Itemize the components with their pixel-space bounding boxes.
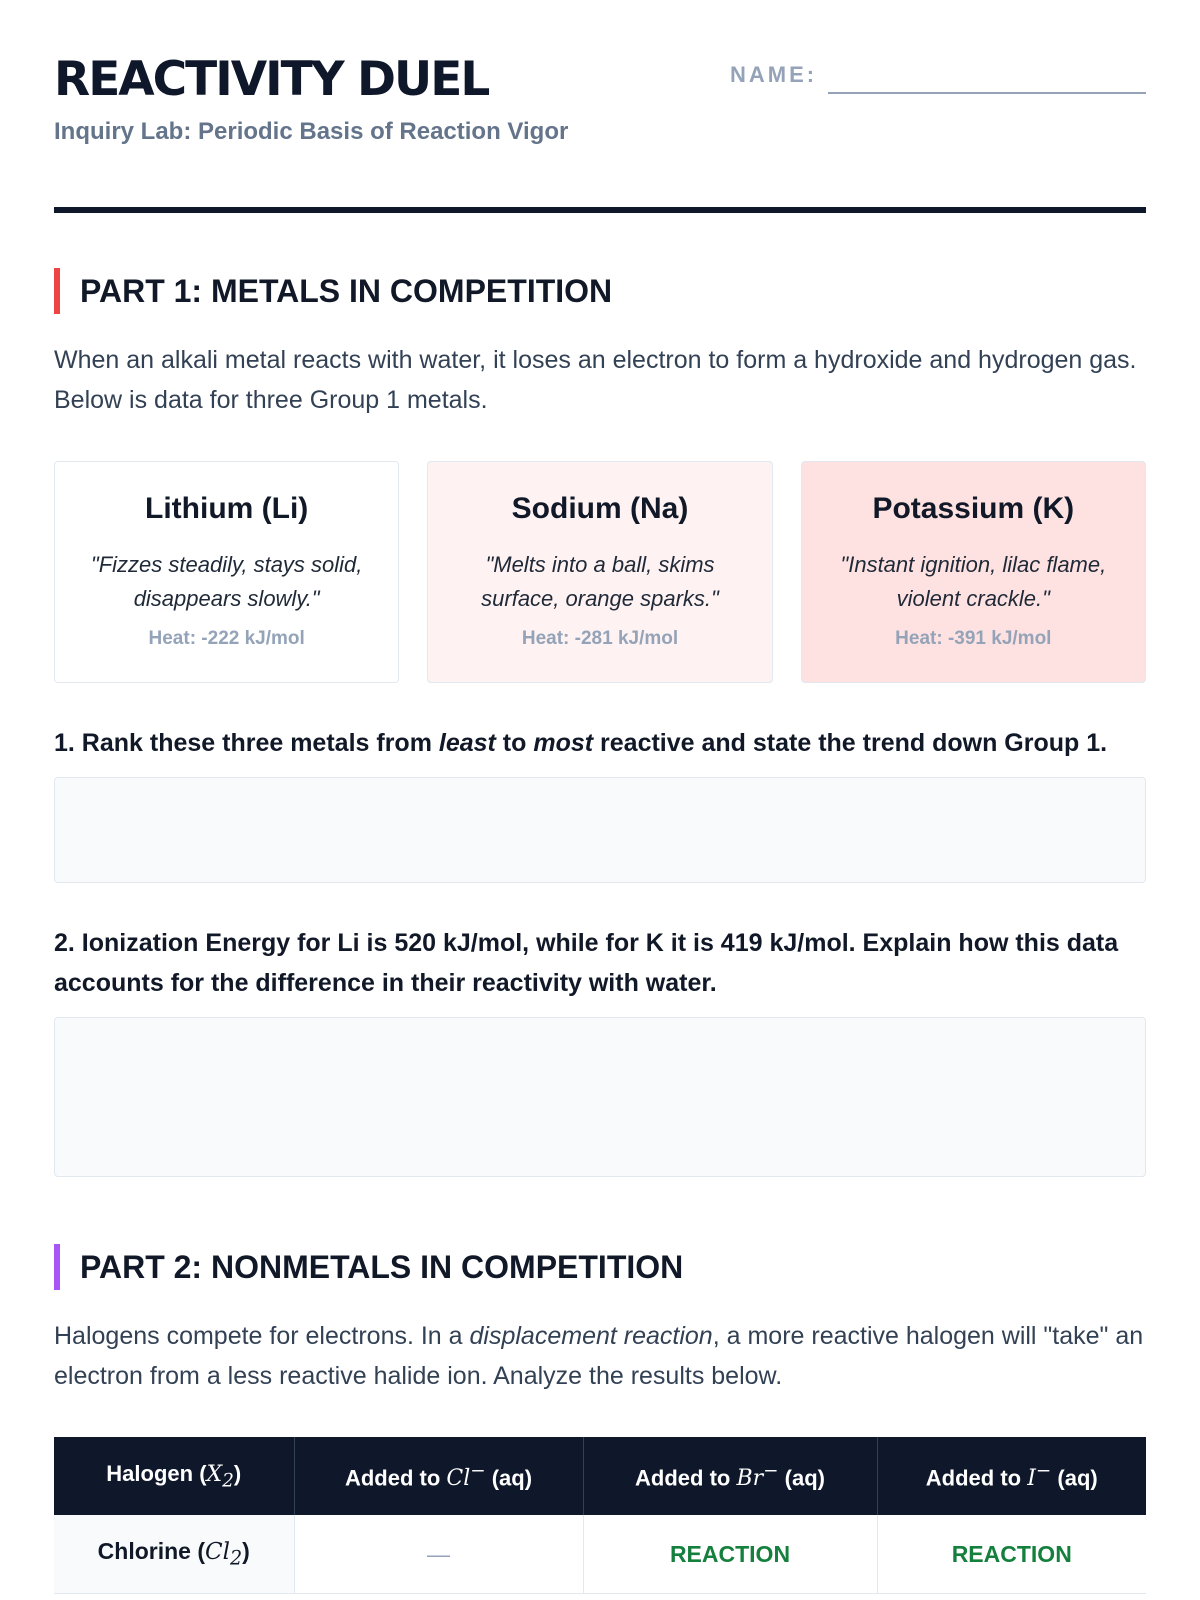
part1-accent-bar xyxy=(54,268,60,314)
metal-card-name: Lithium (Li) xyxy=(145,492,309,525)
header-added-to-bromide: Added to Br− (aq) xyxy=(583,1437,877,1515)
worksheet-header xyxy=(54,0,1146,210)
name-label: NAME: xyxy=(730,62,818,87)
question-1-emphasis-most: most xyxy=(533,729,594,757)
metal-cards xyxy=(54,461,1146,683)
page-title: REACTIVITY DUEL xyxy=(54,52,489,107)
part1-title: PART 1: METALS IN COMPETITION xyxy=(80,272,613,309)
question-1-text-a: 1. Rank these three metals from xyxy=(54,729,439,757)
header-halogen: Halogen $(X_2)$ xyxy=(54,1437,294,1515)
metal-card-observation: "Fizzes steadily, stays solid, disappears slowly." xyxy=(90,552,363,611)
part2-heading xyxy=(54,1244,683,1290)
metal-card-name: Sodium (Na) xyxy=(511,492,689,525)
part2-intro-text-b: , a more reactive halogen will "take" an electron from a less reactive halide ion. Analyze the results below. xyxy=(54,1322,1144,1390)
metal-card-sodium xyxy=(427,461,772,683)
part2-intro-text-a: Halogens compete for electrons. In a xyxy=(54,1322,470,1350)
answer-box-1[interactable] xyxy=(54,777,1146,883)
name-input-line[interactable] xyxy=(828,92,1146,94)
part2-intro xyxy=(54,1316,1146,1396)
part2-intro-emphasis: displacement reaction xyxy=(469,1322,713,1350)
header-divider xyxy=(54,207,1146,213)
part2-title: PART 2: NONMETALS IN COMPETITION xyxy=(80,1248,684,1285)
part1-intro: When an alkali metal reacts with water, it loses an electron to form a hydroxide and hydrogen gas. Below is data for three Group 1 metals. xyxy=(54,346,1137,414)
page-subtitle: Inquiry Lab: Periodic Basis of Reaction Vigor xyxy=(54,118,569,145)
metal-card-heat: Heat: -281 kJ/mol xyxy=(521,628,679,649)
cell-chlorine-bromide: REACTION xyxy=(583,1515,877,1594)
metal-card-heat: Heat: -222 kJ/mol xyxy=(148,628,305,649)
question-1-emphasis-least: least xyxy=(438,729,496,757)
row-halogen-chlorine: Chlorine $(Cl_2)$ xyxy=(54,1515,294,1594)
cell-chlorine-chloride: — xyxy=(294,1515,583,1594)
question-1-text-c: reactive and state the trend down Group 1. xyxy=(593,729,1108,757)
metal-card-lithium xyxy=(54,461,399,683)
metal-card-name: Potassium (K) xyxy=(872,492,1075,525)
part2-accent-bar xyxy=(54,1244,60,1290)
question-1-text-b: to xyxy=(495,729,534,757)
halogen-displacement-table xyxy=(54,1437,1146,1594)
question-2: 2. Ionization Energy for Li is 520 kJ/mol, while for K it is 419 kJ/mol. Explain how this data accounts for the difference in their reactivity with water. xyxy=(54,929,1119,997)
header-added-to-iodide: Added to I− (aq) xyxy=(877,1437,1146,1515)
cell-chlorine-iodide: REACTION xyxy=(877,1515,1146,1594)
header-added-to-chloride: Added to Cl− (aq) xyxy=(294,1437,583,1515)
table-header-row xyxy=(54,1437,1146,1515)
question-1 xyxy=(54,723,1146,763)
part1-heading xyxy=(54,268,612,314)
metal-card-heat: Heat: -391 kJ/mol xyxy=(895,628,1052,649)
table-row xyxy=(54,1515,1146,1594)
answer-box-2[interactable] xyxy=(54,1017,1146,1177)
metal-card-potassium xyxy=(801,461,1146,683)
metal-card-observation: "Instant ignition, lilac flame, violent crackle." xyxy=(840,552,1107,611)
metal-card-observation: "Melts into a ball, skims surface, orange sparks." xyxy=(481,552,719,611)
